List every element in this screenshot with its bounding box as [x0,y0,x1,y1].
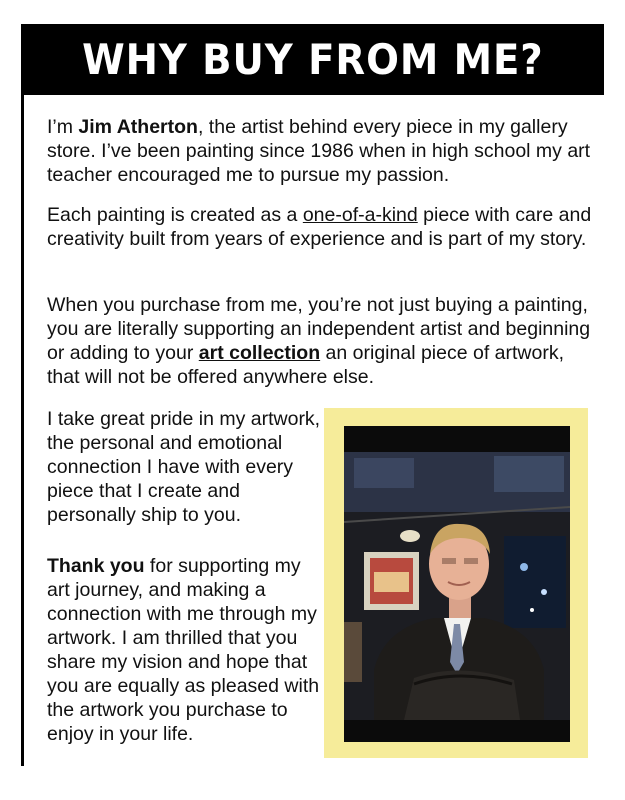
page-title: WHY BUY FROM ME? [81,35,544,84]
artist-photo-frame [324,408,588,758]
purchase-paragraph [47,293,597,389]
p2-text-start: Each painting is created as a [47,204,303,226]
thank-you-lead: Thank you [47,555,145,577]
p3-text-end: an original piece of artwork, that will not be offered anywhere else. [47,342,565,388]
pride-paragraph: I take great pride in my artwork, the personal and emotional connection I have with every piece that I create and personally ship to you. [47,408,321,526]
intro-text-end: , the artist behind every piece in my gallery store. I’ve been painting since 1986 when in high school my art teacher encouraged me to pursue my passion. [47,116,591,186]
artist-portrait-illustration [344,452,570,720]
intro-paragraph [47,115,597,187]
artist-photo [344,426,570,742]
intro-text-start: I’m [47,116,79,138]
header-banner [21,24,604,95]
p3-text-start: When you purchase from me, you’re not just buying a painting, you are literally supporting an independent artist and beginning or adding to your [47,294,591,364]
thank-you-text: for supporting my art journey, and making a connection with me through my artwork. I am thrilled that you share my vision and hope that you are equally as pleased with the artwork you purchase to enjoy in your life. [47,555,320,745]
art-collection-link[interactable]: art collection [198,342,321,364]
one-of-a-kind-paragraph [47,203,597,251]
artist-name: Jim Atherton [78,116,198,138]
p2-text-end: piece with care and creativity built from years of experience and is part of my story. [47,204,592,250]
thank-you-paragraph [47,554,327,746]
one-of-a-kind-link[interactable]: one-of-a-kind [302,204,418,226]
